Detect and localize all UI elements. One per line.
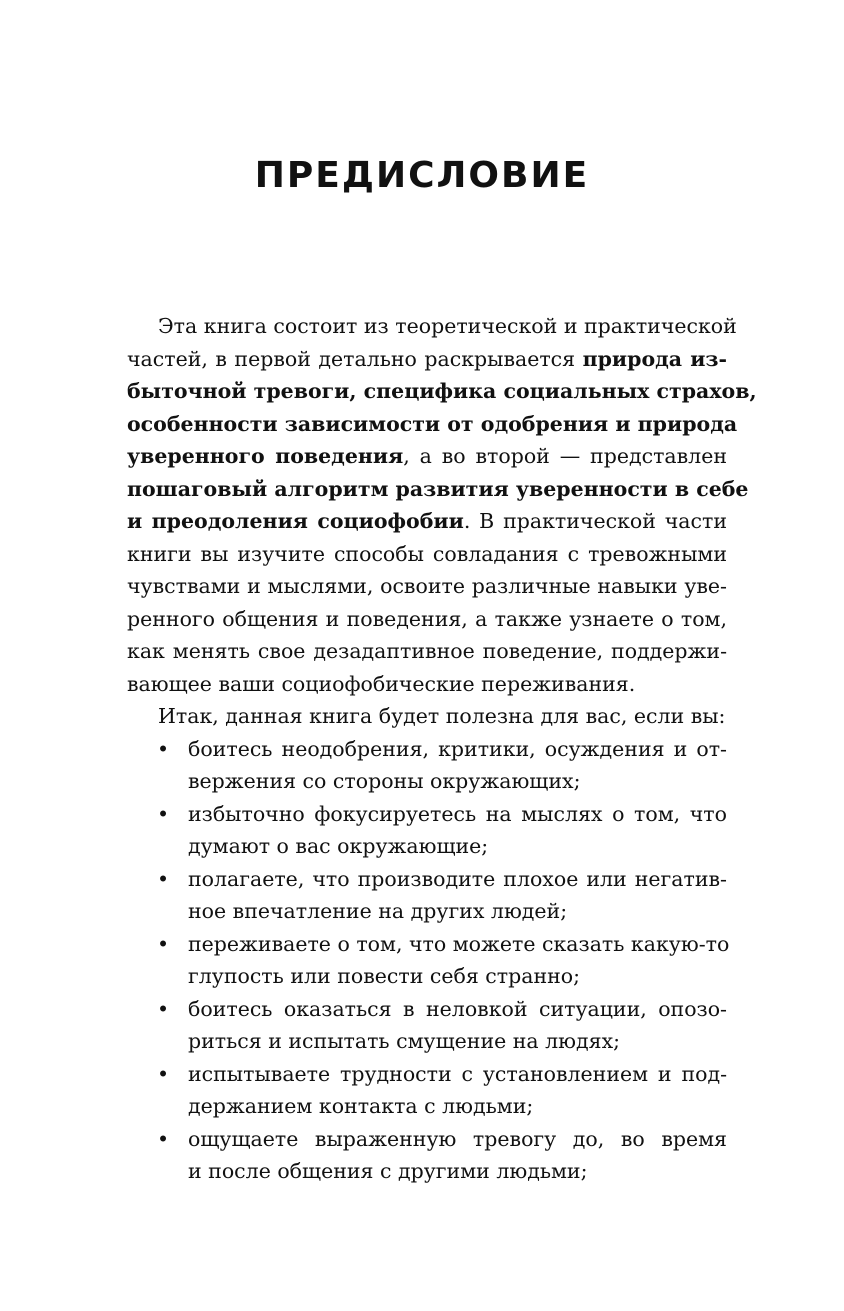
list-item <box>127 863 727 928</box>
text-span: Эта книга состоит из теоретической и практической <box>158 314 737 338</box>
list-item <box>127 993 727 1058</box>
text-span: риться и испытать смущение на людях; <box>188 1029 621 1053</box>
text-line <box>127 635 727 668</box>
text-line <box>127 668 727 701</box>
text-line <box>127 603 727 636</box>
text-line <box>127 375 757 408</box>
text-span: частей, в первой детально раскрывается <box>127 346 583 371</box>
text-line <box>126 1123 727 1156</box>
text-line <box>126 765 727 798</box>
text-line <box>126 1058 727 1091</box>
list-item <box>127 928 730 993</box>
text-line <box>126 733 727 766</box>
text-span: держанием контакта с людьми; <box>188 1094 534 1118</box>
text-span: ощущаете выраженную тревогу до, во время <box>188 1126 727 1151</box>
bullet-icon: • <box>157 801 170 826</box>
text-span: и после общения с другими людьми; <box>188 1159 588 1183</box>
list-item <box>127 1123 727 1188</box>
text-span: , а во второй — представлен <box>403 444 728 468</box>
bold-text: пошаговый алгоритм развития уверенности в себе <box>127 476 749 501</box>
text-span: боитесь оказаться в неловкой ситуации, опозо- <box>188 996 727 1021</box>
text-span: Итак, данная книга будет полезна для вас, если вы: <box>158 704 726 728</box>
text-span: вающее ваши социофобические переживания. <box>127 671 636 696</box>
bold-text: уверенного поведения <box>127 444 404 468</box>
text-span: переживаете о том, что можете сказать какую-то <box>188 931 730 956</box>
text-span: как менять свое дезадаптивное поведение, поддержи- <box>127 639 727 663</box>
bold-text: и преодоления социофобии <box>127 509 464 533</box>
text-span: чувствами и мыслями, освоите различные навыки уве- <box>127 574 727 598</box>
text-line <box>126 993 727 1026</box>
text-span: глупость или повести себя странно; <box>188 964 581 988</box>
text-span: вержения со стороны окружающих; <box>188 769 581 793</box>
text-span: полагаете, что производите плохое или негатив- <box>188 866 727 891</box>
text-line <box>127 538 727 571</box>
text-line <box>127 505 727 538</box>
text-line <box>126 960 727 993</box>
text-line <box>127 440 727 473</box>
bullet-icon: • <box>157 736 170 761</box>
list-intro <box>127 700 727 733</box>
text-span: думают о вас окружающие; <box>188 834 489 858</box>
bullet-icon: • <box>157 1126 170 1151</box>
text-line <box>127 310 737 343</box>
text-line <box>126 1155 727 1188</box>
text-line <box>126 798 727 831</box>
bullet-icon: • <box>157 866 170 891</box>
text-span: ренного общения и поведения, а также узнаете о том, <box>127 606 727 631</box>
text-line <box>127 570 727 603</box>
list-item <box>127 1058 727 1123</box>
text-line <box>126 1025 727 1058</box>
bold-text: природа из- <box>582 346 727 371</box>
text-span: испытываете трудности с установлением и под- <box>188 1061 727 1086</box>
text-line <box>127 408 738 441</box>
chapter-title: ПРЕДИСЛОВИЕ <box>254 155 590 196</box>
bullet-icon: • <box>157 1061 170 1086</box>
list-item <box>127 798 727 863</box>
bold-text: быточной тревоги, специфика социальных страхов, <box>127 379 757 403</box>
body-text <box>127 310 757 1188</box>
text-span: избыточно фокусируетесь на мыслях о том, что <box>188 801 727 826</box>
bullet-icon: • <box>157 996 170 1021</box>
text-line <box>127 473 749 506</box>
intro-paragraph <box>127 310 757 700</box>
text-span: ное впечатление на других людей; <box>188 899 568 923</box>
bold-text: особенности зависимости от одобрения и природа <box>127 411 738 436</box>
text-span: . В практической части <box>463 509 727 533</box>
text-line <box>127 343 727 376</box>
text-line <box>126 863 727 896</box>
bullet-icon: • <box>157 931 170 956</box>
list-item <box>127 733 727 798</box>
text-span: книги вы изучите способы совладания с тревожными <box>127 541 727 566</box>
text-line <box>126 928 730 961</box>
text-span: боитесь неодобрения, критики, осуждения и от- <box>188 736 727 761</box>
text-line <box>126 895 727 928</box>
text-line <box>126 830 727 863</box>
bullet-list <box>127 733 730 1188</box>
text-line <box>126 1090 727 1123</box>
